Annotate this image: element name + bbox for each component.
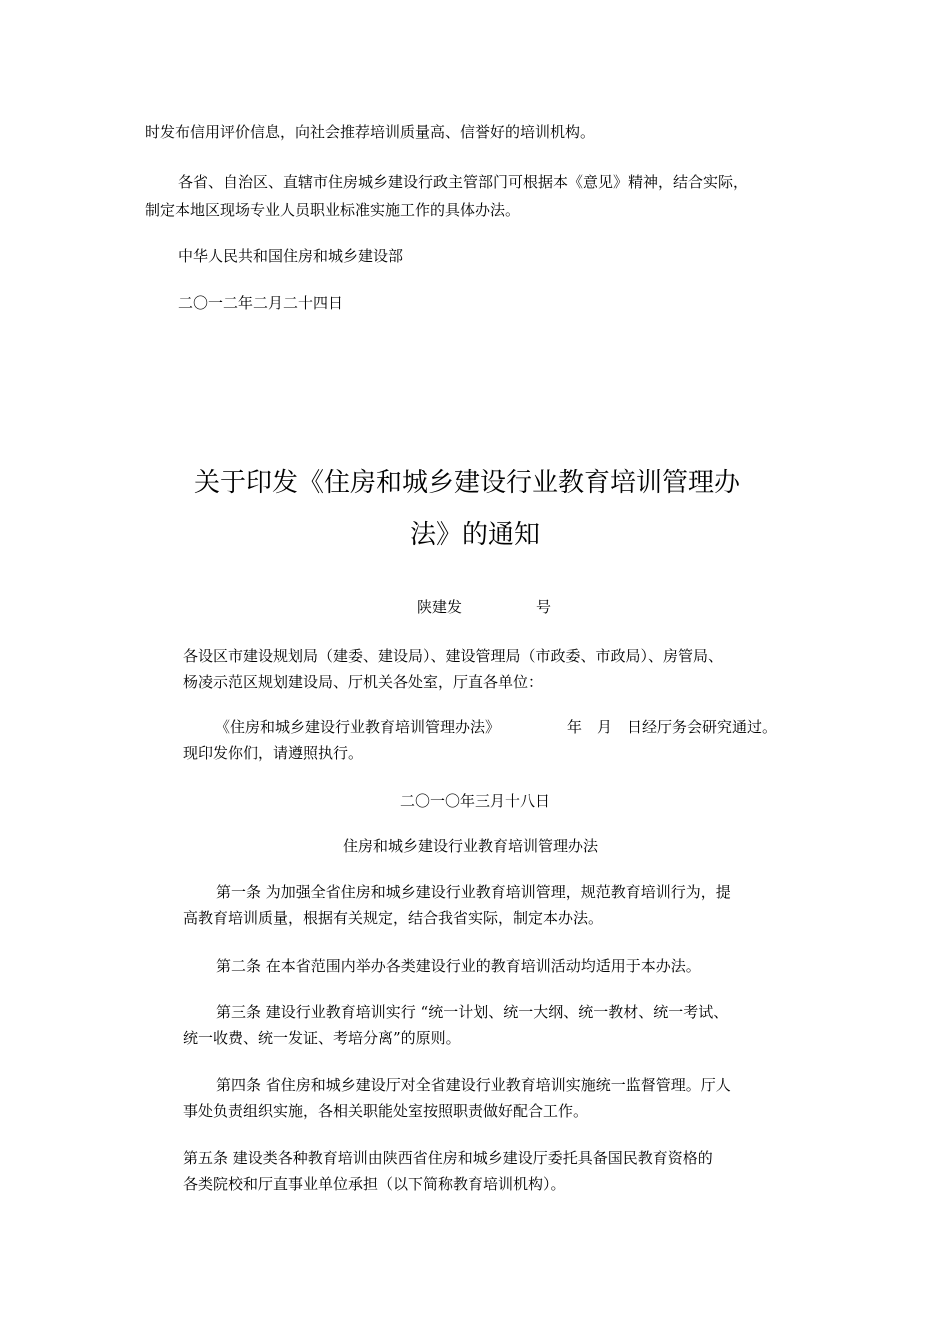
article-line: 高教育培训质量，根据有关规定，结合我省实际，制定本办法。 [183,909,604,927]
notice-title-line2: 法》的通知 [409,520,540,550]
body-line: 《住房和城乡建设行业教育培训管理办法》 [215,718,501,736]
article-line: 第二条 在本省范围内举办各类建设行业的教育培训活动均适用于本办法。 [216,957,701,975]
article-line: 事处负责组织实施，各相关职能处室按照职责做好配合工作。 [183,1102,589,1120]
addressee-line: 各设区市建设规划局（建委、建设局）、建设管理局（市政委、市政局）、房管局、 [183,647,724,665]
article-line: 第一条 为加强全省住房和城乡建设行业教育培训管理，规范教育培训行为，提 [216,883,731,901]
notice-date: 二〇一〇年三月十八日 [400,792,551,810]
addressee-line: 杨凌示范区规划建设局、厅机关各处室，厅直各单位： [183,673,544,691]
doc-number-suffix: 号 [536,598,552,616]
paragraph-line: 时发布信用评价信息，向社会推荐培训质量高、信誉好的培训机构。 [145,123,596,141]
doc-number-prefix: 陕建发 [417,598,463,616]
article-line: 第四条 省住房和城乡建设厅对全省建设行业教育培训实施统一监督管理。厅人 [216,1076,731,1094]
paragraph-line: 各省、自治区、直辖市住房城乡建设行政主管部门可根据本《意见》精神，结合实际， [178,173,749,191]
issue-date: 二〇一二年二月二十四日 [178,294,344,312]
body-line: 年 月 日经厅务会研究通过。 [567,718,778,736]
article-line: 第五条 建设类各种教育培训由陕西省住房和城乡建设厅委托具备国民教育资格的 [183,1149,713,1167]
article-line: 第三条 建设行业教育培训实行 “统一计划、统一大纲、统一教材、统一考试、 [216,1003,729,1021]
issuer-name: 中华人民共和国住房和城乡建设部 [178,247,404,265]
article-line: 各类院校和厅直事业单位承担（以下简称教育培训机构）。 [183,1175,566,1193]
regulation-title: 住房和城乡建设行业教育培训管理办法 [343,837,599,855]
article-line: 统一收费、统一发证、考培分离”的原则。 [183,1029,461,1047]
notice-title-line1: 关于印发《住房和城乡建设行业教育培训管理办 [193,468,740,498]
body-line: 现印发你们，请遵照执行。 [183,744,364,762]
paragraph-line: 制定本地区现场专业人员职业标准实施工作的具体办法。 [145,201,521,219]
